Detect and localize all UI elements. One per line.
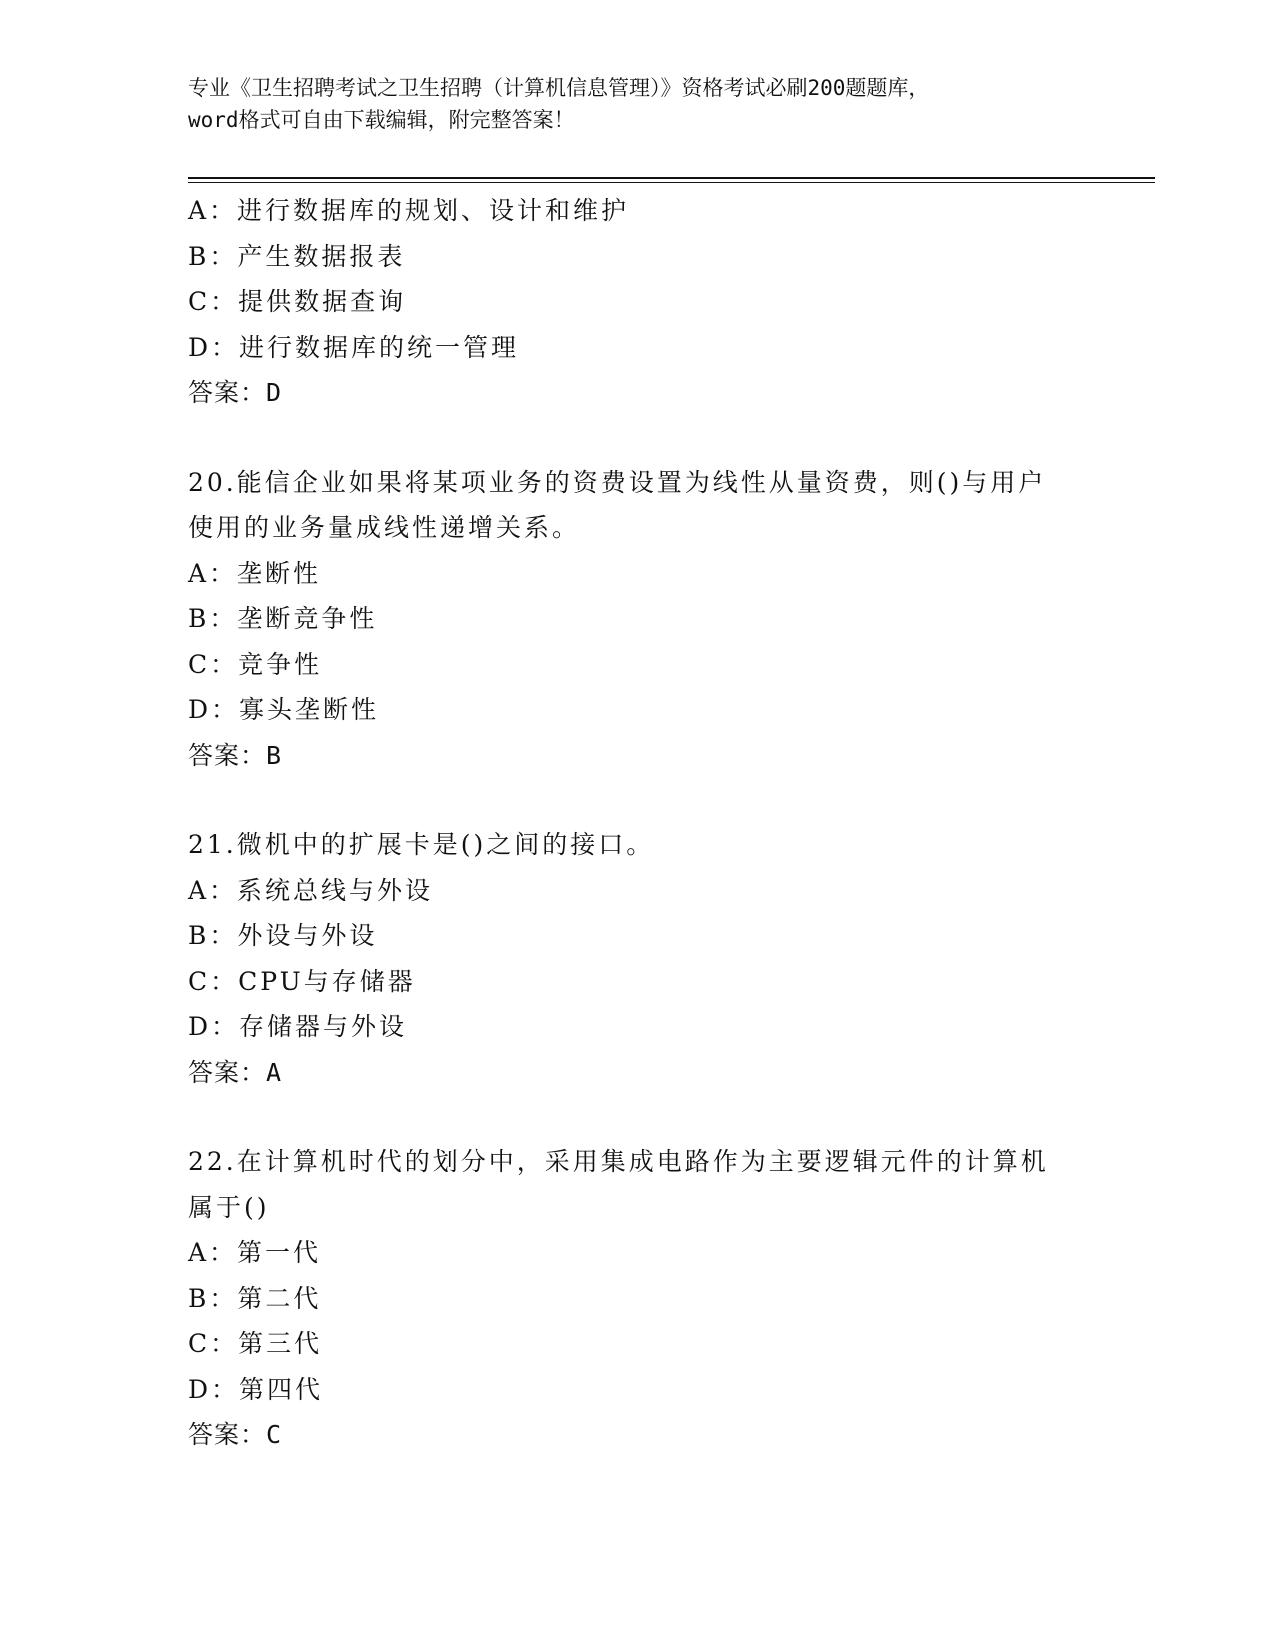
option-d: D：寡头垄断性 <box>188 695 380 724</box>
option-c: C：提供数据查询 <box>188 287 407 316</box>
option-b: B：第二代 <box>188 1283 322 1313</box>
question-list <box>188 188 1088 1458</box>
document-header <box>188 72 1088 136</box>
answer-value: A <box>266 1057 283 1087</box>
option-d: D：第四代 <box>188 1374 324 1404</box>
answer-line <box>188 1050 1088 1096</box>
question-line: 22.在计算机时代的划分中，采用集成电路作为主要逻辑元件的计算机 <box>188 1147 1049 1176</box>
question-text <box>188 1139 1088 1230</box>
question-22 <box>188 1139 1088 1458</box>
answer-line <box>188 733 1088 779</box>
answer-label: 答案： <box>188 1420 267 1449</box>
option-a: A：垄断性 <box>188 558 322 588</box>
answer-label: 答案： <box>188 1057 267 1087</box>
header-title-line-1: 专业《卫生招聘考试之卫生招聘（计算机信息管理）》资格考试必刷200题题库， <box>188 76 930 100</box>
answer-line <box>188 1412 1088 1458</box>
header-title-line-2: word格式可自由下载编辑，附完整答案！ <box>188 108 575 132</box>
header-divider-thin <box>188 182 1155 183</box>
answer-value: D <box>266 378 283 407</box>
option-a: A：第一代 <box>188 1238 322 1267</box>
question-line: 属于() <box>188 1192 270 1222</box>
question-line: 20.能信企业如果将某项业务的资费设置为线性从量资费，则()与用户 <box>188 467 1047 497</box>
question-line: 21.微机中的扩展卡是()之间的接口。 <box>188 830 655 859</box>
question-text <box>188 822 1088 868</box>
option-c: C：第三代 <box>188 1329 323 1358</box>
option-c: C：CPU与存储器 <box>188 966 416 996</box>
question-20 <box>188 460 1088 779</box>
answer-line <box>188 370 1088 416</box>
option-a: A：进行数据库的规划、设计和维护 <box>188 196 630 225</box>
question-text <box>188 460 1088 551</box>
question-21 <box>188 822 1088 1095</box>
option-b: B：产生数据报表 <box>188 241 406 271</box>
option-d: D：进行数据库的统一管理 <box>188 332 520 362</box>
option-a: A：系统总线与外设 <box>188 875 434 905</box>
answer-value: B <box>266 740 283 770</box>
question-line: 使用的业务量成线性递增关系。 <box>188 513 581 542</box>
option-b: B：外设与外设 <box>188 921 378 950</box>
answer-value: C <box>266 1420 283 1449</box>
question-19-continuation <box>188 188 1088 416</box>
option-b: B：垄断竞争性 <box>188 604 378 633</box>
answer-label: 答案： <box>188 378 267 407</box>
option-c: C：竞争性 <box>188 649 323 679</box>
option-d: D：存储器与外设 <box>188 1012 408 1041</box>
answer-label: 答案： <box>188 740 267 770</box>
header-divider-thick <box>188 177 1155 179</box>
